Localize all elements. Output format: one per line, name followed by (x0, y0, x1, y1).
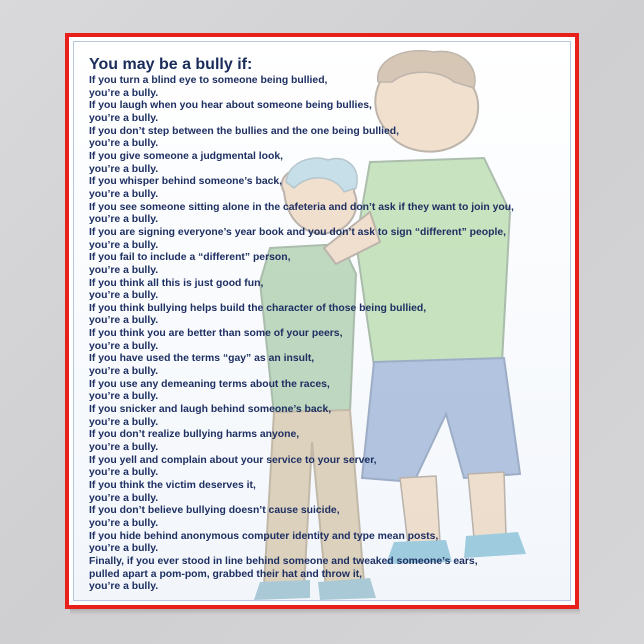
poster-line: you’re a bully. (89, 340, 159, 352)
poster-line: If you hide behind anonymous computer identity and type mean posts, (89, 530, 439, 542)
poster-line: you’re a bully. (89, 492, 159, 504)
poster-line: you’re a bully. (89, 290, 159, 302)
poster-line: If you are signing everyone’s year book and you don’t ask to sign “different” people, (89, 226, 507, 238)
poster-panel (73, 41, 571, 601)
poster-lines (89, 75, 564, 594)
poster-line: If you don’t believe bullying doesn’t cause suicide, (89, 505, 340, 517)
poster-line: If you see someone sitting alone in the cafeteria and don’t ask if they want to join you, (89, 201, 514, 213)
poster-line: If you don’t realize bullying harms anyone, (89, 429, 300, 441)
poster-line: you’re a bully. (89, 517, 159, 529)
poster-text (89, 55, 564, 594)
poster-line: you’re a bully. (89, 442, 159, 454)
poster-line: If you don’t step between the bullies and the one being bullied, (89, 125, 400, 137)
poster-line: you’re a bully. (89, 416, 159, 428)
poster-line: If you whisper behind someone’s back, (89, 176, 283, 188)
poster-line: you’re a bully. (89, 163, 159, 175)
poster-line: If you have used the terms “gay” as an insult, (89, 353, 315, 365)
poster-line: If you use any demeaning terms about the races, (89, 378, 330, 390)
poster-frame (65, 33, 579, 609)
poster-line: you’re a bully. (89, 112, 159, 124)
poster-line: you’re a bully. (89, 239, 159, 251)
poster-line: If you think bullying helps build the character of those being bullied, (89, 302, 427, 314)
poster-line: If you think all this is just good fun, (89, 277, 264, 289)
poster-shadow (70, 609, 580, 615)
poster-title: You may be a bully if: (89, 56, 253, 73)
poster-line: If you laugh when you hear about someone being bullies, (89, 100, 372, 112)
poster-line: If you think you are better than some of your peers, (89, 328, 343, 340)
poster-line: you’re a bully. (89, 581, 159, 593)
poster-line: you’re a bully. (89, 366, 159, 378)
poster-line: Finally, if you ever stood in line behind someone and tweaked someone’s ears, (89, 555, 478, 567)
poster-line: pulled apart a pom-pom, grabbed their hat and throw it, (89, 568, 363, 580)
poster-line: If you think the victim deserves it, (89, 480, 256, 491)
poster-line: If you turn a blind eye to someone being bullied, (89, 75, 328, 86)
poster-line: If you snicker and laugh behind someone’s back, (89, 404, 332, 416)
poster-line: you’re a bully. (89, 264, 159, 276)
poster-line: If you fail to include a “different” person, (89, 252, 291, 264)
poster-line: If you yell and complain about your service to your server, (89, 454, 377, 466)
poster-line: you’re a bully. (89, 467, 159, 479)
poster-line: you’re a bully. (89, 87, 159, 99)
poster-line: you’re a bully. (89, 543, 159, 555)
poster-line: you’re a bully. (89, 188, 159, 200)
poster-line: If you give someone a judgmental look, (89, 150, 283, 162)
poster-line: you’re a bully. (89, 138, 159, 150)
poster-line: you’re a bully. (89, 391, 159, 403)
poster-line: you’re a bully. (89, 214, 159, 226)
poster-line: you’re a bully. (89, 315, 159, 327)
